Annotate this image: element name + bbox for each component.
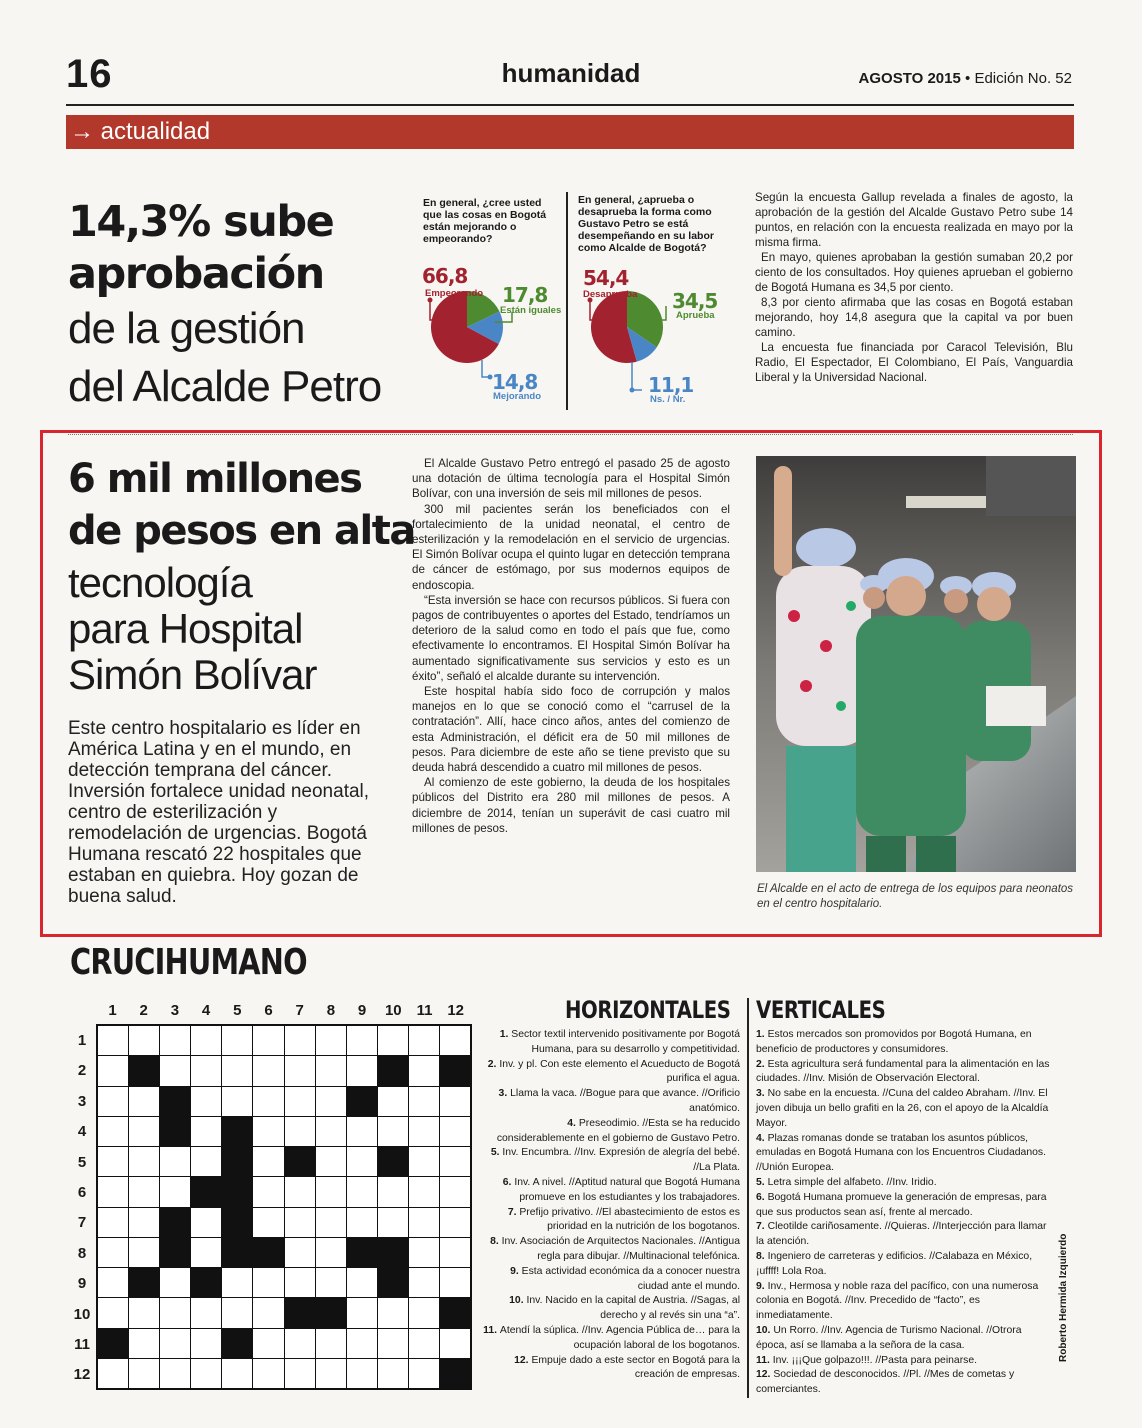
crossword-black-cell [378,1147,408,1176]
crossword-cell[interactable] [409,1208,439,1237]
crossword-cell[interactable] [440,1087,470,1116]
crossword-black-cell [440,1298,470,1327]
poll1-label-iguales: Están iguales [500,305,562,316]
crossword-clue: 4. Preseodimio. //Esta se ha reducido considerablemente en el gobierno de Gustavo Petro. [496,1117,740,1144]
crossword-cell[interactable] [347,1298,377,1327]
article2-headline-line2: de pesos en alta [68,508,415,554]
crossword-cell[interactable] [316,1087,346,1116]
article1-paragraph: 8,3 por ciento afirmaba que las cosas en Bogotá estaban mejorando, hoy 14,8 asegura que la capital va por buen camino. [755,296,1073,339]
crossword-column-number: 8 [326,1002,336,1019]
crossword-cell[interactable] [98,1208,128,1237]
crossword-cell[interactable] [347,1056,377,1085]
crossword-cell[interactable] [98,1359,128,1388]
crossword-cell[interactable] [316,1056,346,1085]
crossword-clue: 10. Un Rorro. //Inv. Agencia de Turismo Nacional. //Otrora época, así se llamaba a la señora de la casa. [756,1324,1022,1351]
article2-paragraph: El Alcalde Gustavo Petro entregó el pasado 25 de agosto una dotación de última tecnología para el Hospital Simón Bolívar, con una inversión de seis mil millones de pesos. [412,457,730,501]
crossword-black-cell [160,1117,190,1146]
crossword-cell[interactable] [409,1238,439,1267]
poll1-value-mejorando: 14,8 [492,370,538,394]
verticales-title: VERTICALES [756,996,886,1024]
crossword-cell[interactable] [129,1238,159,1267]
crossword-cell[interactable] [191,1117,221,1146]
crossword-clue: 2. Esta agricultura será fundamental para la alimentación en las ciudades. //Inv. Misión de Observación Electoral. [756,1058,1050,1085]
crossword-cell[interactable] [285,1087,315,1116]
crossword-clue: 1. Estos mercados son promovidos por Bogotá Humana, en beneficio de productores y consumidores. [756,1029,1032,1055]
crossword-cell[interactable] [316,1026,346,1055]
poll2-label-desaprueba: Desaprueba [583,289,638,300]
crossword-cell[interactable] [440,1117,470,1146]
crossword-row-number: 10 [73,1305,91,1323]
crossword-cell[interactable] [253,1177,283,1206]
crossword-cell[interactable] [129,1026,159,1055]
crossword-cell[interactable] [378,1298,408,1327]
crossword-cell[interactable] [316,1329,346,1358]
crossword-black-cell [378,1238,408,1267]
crossword-cell[interactable] [253,1147,283,1176]
crossword-cell[interactable] [191,1359,221,1388]
poll1-label-mejorando: Mejorando [493,391,542,402]
crossword-cell[interactable] [378,1329,408,1358]
crossword-cell[interactable] [129,1208,159,1237]
crossword-cell[interactable] [409,1117,439,1146]
crossword-black-cell [222,1147,252,1176]
crossword-cell[interactable] [316,1117,346,1146]
crossword-black-cell [378,1268,408,1297]
crossword-black-cell [347,1087,377,1116]
crossword-clue: 9. Esta actividad económica da a conocer nuestra ciudad ante el mundo. [510,1265,740,1292]
crossword-cell[interactable] [98,1026,128,1055]
crossword-cell[interactable] [409,1329,439,1358]
crossword-row-number: 6 [77,1184,87,1201]
hospital-photo [756,456,1076,872]
poll2-value-nsnr: 11,1 [648,373,694,397]
crossword-cell[interactable] [378,1177,408,1206]
crossword-black-cell [285,1298,315,1327]
crossword-row-number: 11 [74,1336,90,1353]
crossword-column-number: 4 [201,1002,211,1019]
crossword-cell[interactable] [378,1087,408,1116]
article1-paragraph: En mayo, quienes aprobaban la gestión sumaban 20,2 por ciento de los consultados. Hoy quienes aprueban el gobierno de Bogotá Humana es 34,5 por ciento. [755,251,1073,294]
crossword-black-cell [222,1117,252,1146]
article2-body [412,456,730,836]
crossword-black-cell [129,1056,159,1085]
header-rule [66,104,1074,106]
section-label: → actualidad [70,118,211,145]
crossword-row-number: 1 [77,1032,87,1049]
crossword-cell[interactable] [347,1026,377,1055]
crossword-cell[interactable] [191,1147,221,1176]
crossword-cell[interactable] [222,1268,252,1297]
crossword-black-cell [222,1238,252,1267]
article2-headline-line3: tecnología [68,559,252,606]
poll2-label-aprueba: Aprueba [676,310,715,321]
crossword-column-number: 3 [170,1002,180,1019]
crossword-black-cell [191,1268,221,1297]
article2-lede: Este centro hospitalario es líder en América Latina y en el mundo, en detección temprana del cáncer. Inversión fortalece unidad neonatal, centro de esterilización y remodelación de urgencias. Bogotá Humana rescató 22 hospitales que estaban en quiebra. Hoy gozan de buena salud. [68,718,370,907]
photo-caption: El Alcalde en el acto de entrega de los equipos para neonatos en el centro hospitalario. [757,883,1074,910]
crossword-clue: 7. Cleotilde cariñosamente. //Quieras. //Interjección para llamar la atención. [756,1221,1047,1248]
crossword-cell[interactable] [285,1026,315,1055]
crossword-black-cell [378,1056,408,1085]
article2-paragraph: Este hospital había sido foco de corrupción y malos manejos en lo que se conoció como el “carrusel de la contratación”. Allí, hace cinco años, antes del comienzo de esta Administración, el déficit era de 50 mil millones de pesos. Para diciembre de este año se tiene previsto que su deuda habrá descendido a cuatro mil millones de pesos. [412,685,730,775]
crossword-black-cell [222,1177,252,1206]
page-number: 16 [66,52,113,96]
crossword-black-cell [285,1147,315,1176]
crossword-cell[interactable] [98,1298,128,1327]
section-bar [66,115,1074,149]
crossword-cell[interactable] [440,1147,470,1176]
crossword-cell[interactable] [316,1238,346,1267]
crossword-cell[interactable] [253,1298,283,1327]
article1-paragraph: Según la encuesta Gallup revelada a finales de agosto, la aprobación de la gestión del Alcalde Gustavo Petro sube 14 puntos, en relación con la encuesta realizada en mayo por la misma firma. [755,191,1073,249]
crossword-cell[interactable] [160,1056,190,1085]
crossword-clue: 12. Sociedad de desconocidos. //Pl. //Mes de cometas y comerciantes. [756,1369,1015,1396]
clues-divider [747,998,749,1398]
crossword-column-number: 1 [108,1002,117,1019]
crossword-cell[interactable] [98,1117,128,1146]
crossword-cell[interactable] [160,1359,190,1388]
crossword-title: CRUCIHUMANO [70,942,307,983]
crossword-clue: 4. Plazas romanas donde se trataban los asuntos públicos, emuladas en Bogotá Humana con los Encuentros Ciudadanos. //Unión Europea. [756,1132,1046,1174]
crossword-black-cell [222,1329,252,1358]
crossword-cell[interactable] [378,1117,408,1146]
crossword-cell[interactable] [285,1359,315,1388]
crossword-cell[interactable] [316,1268,346,1297]
crossword-row-number: 9 [77,1275,87,1293]
crossword-clue: 11. Inv. ¡¡¡Que golpazo!!!. //Pasta para peinarse. [756,1354,978,1366]
crossword-cell[interactable] [285,1208,315,1237]
issue-separator: • [965,70,971,87]
crossword-cell[interactable] [160,1298,190,1327]
crossword-row-number: 3 [77,1092,87,1110]
crossword-cell[interactable] [285,1238,315,1267]
crossword-black-cell [440,1359,470,1388]
crossword-clue: 11. Atendí la súplica. //Inv. Agencia Pública de… para la ocupación laboral de los bogotanos. [483,1324,740,1351]
issue-info [859,70,1072,87]
crossword-cell[interactable] [347,1208,377,1237]
poll1-leader-mejorando [482,360,490,377]
crossword-clue: 6. Bogotá Humana promueve la generación de empresas, para que sus productos sean así, frente al mercado. [756,1191,1047,1218]
crossword-clue: 2. Inv. y pl. Con este elemento el Acueducto de Bogotá purifica el agua. [487,1058,740,1085]
crossword-black-cell [191,1177,221,1206]
crossword-cell[interactable] [440,1026,470,1055]
crossword-cell[interactable] [98,1177,128,1206]
crossword-cell[interactable] [253,1026,283,1055]
verticales-clues [756,1028,1054,1398]
crossword-cell[interactable] [347,1329,377,1358]
crossword-cell[interactable] [98,1056,128,1085]
crossword-cell[interactable] [253,1208,283,1237]
crossword-column-number: 5 [233,1002,242,1019]
crossword-cell[interactable] [347,1147,377,1176]
crossword-grid[interactable] [96,1024,472,1390]
crossword-cell[interactable] [347,1177,377,1206]
crossword-black-cell [316,1298,346,1327]
crossword-cell[interactable] [409,1268,439,1297]
crossword-cell[interactable] [285,1177,315,1206]
crossword-cell[interactable] [316,1359,346,1388]
article1-headline-line4: del Alcalde Petro [68,362,382,411]
article2-headline-line4: para Hospital [68,605,303,652]
article2-paragraph: Al comienzo de este gobierno, la deuda de los hospitales públicos del Distrito era 280 mil millones de pesos. A diciembre de 2014, tenían un superávit de casi cuatro mil millones de pesos. [412,776,730,835]
crossword-column-number: 7 [295,1002,304,1019]
crossword-cell[interactable] [253,1359,283,1388]
crossword-cell[interactable] [409,1177,439,1206]
crossword-cell[interactable] [222,1087,252,1116]
crossword-cell[interactable] [253,1329,283,1358]
poll2-value-desaprueba: 54,4 [583,266,629,290]
poll1-value-iguales: 17,8 [502,283,548,307]
crossword-cell[interactable] [378,1026,408,1055]
crossword-credit: Roberto Hermida Izquierdo [1058,1233,1069,1362]
crossword-cell[interactable] [316,1147,346,1176]
crossword-cell[interactable] [440,1208,470,1237]
poll2-leader-nsnr [632,362,642,390]
crossword-cell[interactable] [160,1268,190,1297]
crossword-clue: 7. Prefijo privativo. //El abastecimiento de estos es prioridad en la nutrición de los bogotanos. [507,1206,740,1233]
crossword-cell[interactable] [191,1056,221,1085]
article1-headline-line2: aprobación [68,249,324,299]
crossword-cell[interactable] [285,1268,315,1297]
crossword-cell[interactable] [378,1359,408,1388]
article1-headline-line3: de la gestión [68,304,305,353]
crossword-cell[interactable] [285,1329,315,1358]
horizontales-clues [478,1028,740,1383]
crossword-cell[interactable] [440,1238,470,1267]
crossword-cell[interactable] [222,1359,252,1388]
article2-paragraph: “Esta inversión se hace con recursos públicos. Si fuera con pagos de contribuyentes o aportes del Estado, tendríamos un deterioro de la salud como en todo el país que fue, como efectivamente lo encontramos. El Hospital Simón Bolívar ha aumentado significativamente sus servicios y esto es un éxito”, señaló el alcalde durante su intervención. [412,593,730,683]
crossword-cell[interactable] [378,1208,408,1237]
crossword-cell[interactable] [440,1329,470,1358]
issue-edition: Edición No. 52 [974,70,1072,87]
crossword-cell[interactable] [409,1087,439,1116]
crossword-clue: 3. Llama la vaca. //Bogue para que avance. //Orificio anatómico. [498,1088,740,1114]
crossword-clue: 1. Sector textil intervenido positivamente por Bogotá Humana, para su desarrollo y competitividad. [499,1029,740,1055]
crossword-cell[interactable] [347,1268,377,1297]
crossword-cell[interactable] [253,1117,283,1146]
crossword-cell[interactable] [191,1208,221,1237]
crossword-cell[interactable] [253,1056,283,1085]
poll2-value-aprueba: 34,5 [672,289,718,313]
crossword-clue: 6. Inv. A nivel. //Aptitud natural que Bogotá Humana promueve en los estudiantes y los trabajadores. [502,1176,740,1203]
article2-headline-line1: 6 mil millones [68,456,362,502]
crossword-row-number: 7 [77,1214,87,1232]
crossword-black-cell [160,1087,190,1116]
crossword-row-number: 4 [77,1123,87,1141]
poll1-question: En general, ¿cree usted que las cosas en Bogotá están mejorando o empeorando? [423,197,547,245]
crossword-cell[interactable] [129,1177,159,1206]
crossword-cell[interactable] [160,1026,190,1055]
crossword-clue: 8. Inv. Asociación de Arquitectos Nacionales. //Antigua regla para dibujar. //Multinacional telefónica. [490,1236,740,1262]
issue-month: AGOSTO 2015 [858,70,961,87]
crossword-cell[interactable] [222,1056,252,1085]
crossword-column-number: 11 [416,1002,433,1019]
crossword-cell[interactable] [191,1026,221,1055]
crossword-clue: 5. Letra simple del alfabeto. //Inv. Iridio. [756,1176,937,1188]
crossword-column-number: 10 [384,1002,402,1019]
crossword-cell[interactable] [98,1087,128,1116]
crossword-cell[interactable] [129,1087,159,1116]
crossword-cell[interactable] [409,1298,439,1327]
crossword-black-cell [222,1208,252,1237]
dotted-rule [68,434,1073,435]
crossword-clue: 8. Ingeniero de carreteras y edificios. //Calabaza en México, ¡uffff! Lola Roa. [756,1250,1033,1277]
article1-headline-line1: 14,3% sube [68,197,334,247]
crossword-black-cell [160,1238,190,1267]
crossword-clue: 10. Inv. Nacido en la capital de Austria. //Sagas, al derecho y al revés sin una “a”. [509,1295,740,1322]
crossword-column-number: 6 [264,1002,273,1019]
crossword-cell[interactable] [253,1087,283,1116]
crossword-cell[interactable] [160,1147,190,1176]
article2-paragraph: 300 mil pacientes serán los beneficiados con el fortalecimiento de la unidad neonatal, el centro de esterilización y la remodelación en el servicio de urgencias. El Simón Bolívar ocupa el quinto lugar en detección temprana de cáncer de estómago, por sus modernos equipos de endoscopia. [412,502,730,592]
crossword-black-cell [98,1329,128,1358]
poll1-label-empeorando: Empeorando [425,288,484,299]
crossword-clue: 9. Inv., Hermosa y noble raza del pacífico, con una numerosa colonia en Bogotá. //Inv. Precedido de “facto”, es inmediatamente. [756,1280,1039,1322]
crossword-cell[interactable] [316,1177,346,1206]
crossword-cell[interactable] [160,1329,190,1358]
crossword-column-number: 2 [139,1002,148,1019]
crossword-cell[interactable] [160,1177,190,1206]
crossword-cell[interactable] [129,1359,159,1388]
crossword-row-number: 5 [77,1153,87,1171]
crossword-row-number: 12 [73,1366,91,1384]
article1-paragraph: La encuesta fue financiada por Caracol Televisión, Blu Radio, El Espectador, El Colombiano, El País, Vanguardia Liberal y la Universidad Nacional. [755,341,1073,384]
crossword-clue: 3. No sabe en la encuesta. //Cuna del caldeo Abraham. //Inv. El joven dibuja un bello grafiti en la 26, con el apoyo de la Alcaldía Mayor. [756,1088,1049,1129]
horizontales-title: HORIZONTALES [565,996,731,1024]
crossword-cell[interactable] [440,1177,470,1206]
crossword-cell[interactable] [222,1298,252,1327]
crossword-cell[interactable] [285,1056,315,1085]
crossword-cell[interactable] [347,1117,377,1146]
poll1-value-empeorando: 66,8 [422,264,468,288]
crossword-cell[interactable] [409,1056,439,1085]
crossword-column-number: 12 [447,1002,465,1019]
crossword-row-number: 8 [77,1244,87,1262]
crossword-row-number: 2 [77,1062,87,1080]
crossword-clue: 12. Empuje dado a este sector en Bogotá para la creación de empresas. [514,1354,740,1381]
masthead: humanidad [501,58,641,88]
crossword-cell[interactable] [316,1208,346,1237]
crossword-cell[interactable] [98,1268,128,1297]
crossword-cell[interactable] [191,1087,221,1116]
crossword-cell[interactable] [409,1147,439,1176]
crossword-cell[interactable] [440,1268,470,1297]
crossword-cell[interactable] [285,1117,315,1146]
crossword-cell[interactable] [129,1147,159,1176]
crossword-cell[interactable] [347,1359,377,1388]
article1-body [755,190,1073,385]
crossword-cell[interactable] [129,1117,159,1146]
crossword-cell[interactable] [191,1298,221,1327]
crossword-cell[interactable] [253,1268,283,1297]
crossword-black-cell [160,1208,190,1237]
crossword-cell[interactable] [129,1298,159,1327]
crossword-black-cell [253,1238,283,1267]
crossword-cell[interactable] [409,1026,439,1055]
poll2-question: En general, ¿aprueba o desaprueba la forma como Gustavo Petro se está desempeñando en su labor como Alcalde de Bogotá? [578,194,714,254]
article2-headline-line5: Simón Bolívar [68,651,317,698]
crossword-cell[interactable] [191,1238,221,1267]
crossword-cell[interactable] [98,1147,128,1176]
crossword-cell[interactable] [409,1359,439,1388]
crossword-clue: 5. Inv. Encumbra. //Inv. Expresión de alegría del bebé. //La Plata. [490,1147,740,1174]
crossword-black-cell [129,1268,159,1297]
crossword-cell[interactable] [129,1329,159,1358]
crossword-cell[interactable] [222,1026,252,1055]
crossword-cell[interactable] [98,1238,128,1267]
crossword-black-cell [440,1056,470,1085]
poll2-label-nsnr: Ns. / Nr. [650,394,686,405]
crossword-black-cell [347,1238,377,1267]
crossword-column-number: 9 [357,1002,367,1019]
crossword-cell[interactable] [191,1329,221,1358]
